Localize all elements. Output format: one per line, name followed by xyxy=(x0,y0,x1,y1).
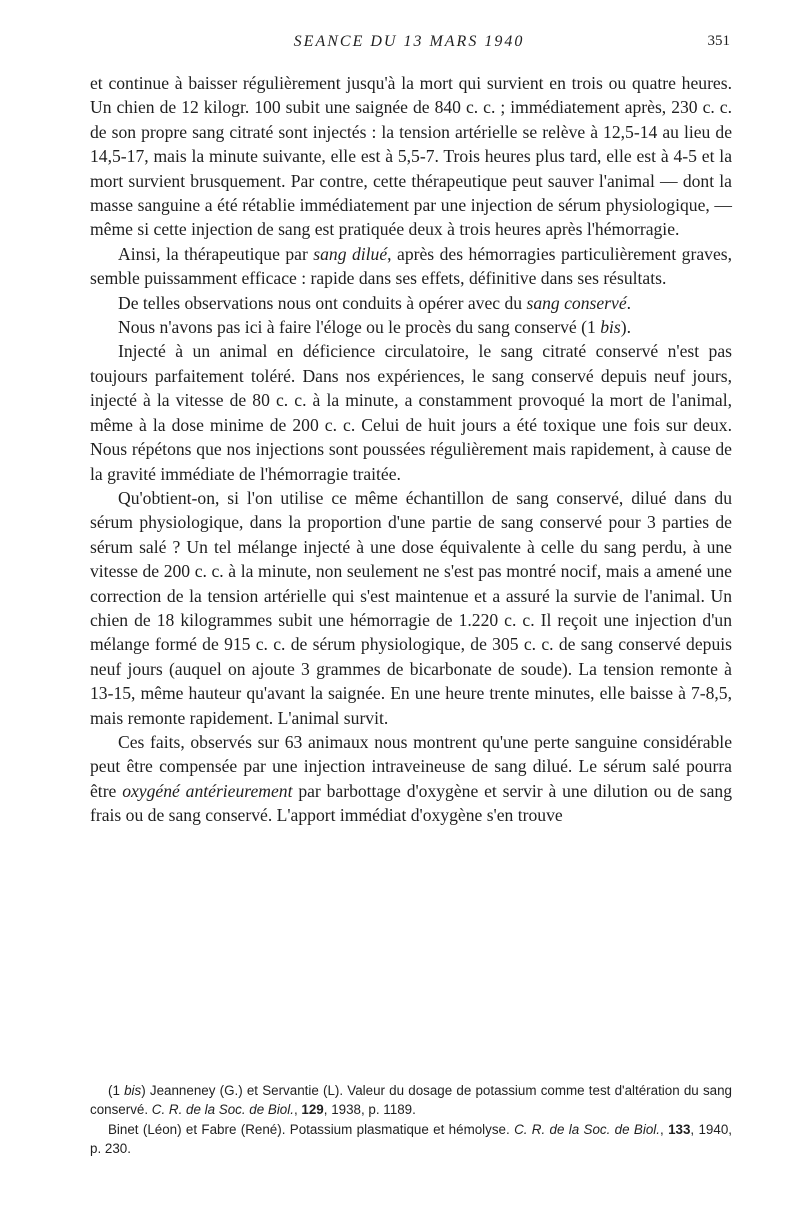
running-title: SEANCE DU 13 MARS 1940 xyxy=(293,33,525,50)
text-run: . xyxy=(626,292,632,313)
paragraph xyxy=(90,315,732,339)
footnotes xyxy=(90,1081,732,1159)
italic-text: C. R. de la Soc. de Biol. xyxy=(151,1102,294,1118)
text-run: , xyxy=(293,1102,302,1118)
italic-text: C. R. de la Soc. de Biol. xyxy=(514,1121,660,1137)
text-run: Ainsi, la thérapeutique par xyxy=(118,243,314,264)
italic-text: sang conservé xyxy=(526,292,627,313)
text-run: ) Jeanneney (G.) et Servantie (L). Valeur du dosage de potassium comme test d'altération du sang conservé. xyxy=(90,1083,732,1118)
text-run: De telles observations nous ont conduits à opérer avec du xyxy=(118,292,527,313)
italic-text: bis xyxy=(124,1083,142,1098)
paragraph xyxy=(90,339,732,485)
text-run: ). xyxy=(620,317,632,338)
paragraph xyxy=(90,486,732,730)
text-run: Nous n'avons pas ici à faire l'éloge ou le procès du sang conservé (1 xyxy=(118,317,601,338)
italic-text: sang dilué xyxy=(313,243,388,264)
text-run: , 1938, p. 1189. xyxy=(323,1102,416,1118)
italic-text: oxygéné antérieurement xyxy=(122,780,293,801)
text-run: (1 xyxy=(108,1083,125,1098)
text-run: Qu'obtient-on, si l'on utilise ce même échantillon de sang conservé, dilué dans du sérum physiologique, dans la proportion d'une partie de sang conservé pour 3 parties de sérum salé ? Un tel mélange injecté à une dose équivalente à celle du sang perdu, à une vitesse de 200 c. c. à la minute, non seulement ne s'est pas montré nocif, mais a amené une correction de la tension artérielle qui s'est maintenue et a assuré la survie de l'animal. Un chien de 18 kilogrammes subit une hémorragie de 1.220 c. c. Il reçoit une injection d'un mélange formé de 915 c. c. de sérum physiologique, de 305 c. c. de sang conservé depuis neuf jours (auquel on ajoute 3 grammes de bicarbonate de soude). La tension remonte à 13-15, même hauteur qu'avant la saignée. En une heure trente minutes, elle baisse à 7-8,5, mais remonte rapidement. L'animal survit. xyxy=(90,487,732,728)
paragraph xyxy=(90,291,732,315)
text-run: Injecté à un animal en déficience circulatoire, le sang citraté conservé n'est pas toujours parfaitement toléré. Dans nos expériences, le sang conservé depuis neuf jours, injecté à la vitesse de 80 c. c. à la minute, a constamment provoqué la mort de l'animal, même à la dose minime de 200 c. c. Celui de huit jours a été toxique une fois sur deux. Nous répétons que nos injections sont poussées régulièrement mais rapidement, à cause de la gravité immédiate de l'hémorragie traitée. xyxy=(90,341,732,484)
footnote xyxy=(90,1120,732,1159)
italic-text: bis xyxy=(600,317,621,338)
page-number: 351 xyxy=(707,33,730,49)
body-text xyxy=(90,71,732,828)
text-run: par barbottage d'oxygène et servir à une dilution ou de sang frais ou de sang conservé. L'apport immédiat d'oxygène s'en trouve xyxy=(90,780,733,826)
page-header xyxy=(88,33,730,57)
text-run: et continue à baisser régulièrement jusqu'à la mort qui survient en trois ou quatre heures. Un chien de 12 kilogr. 100 subit une saignée de 840 c. c. ; immédiatement après, 230 c. c. de son propre sang citraté sont injectés : la tension artérielle se relève à 12,5-14 au lieu de 14,5-17, mais la minute suivante, elle est à 5,5-7. Trois heures plus tard, elle est à 4-5 et la mort survient brusquement. Par contre, cette thérapeutique peut sauver l'animal — dont la masse sanguine a été rétablie immédiatement par une injection de sérum physiologique, — même si cette injection de sang est pratiquée deux à trois heures après l'hémorragie. xyxy=(90,73,732,240)
text-run: , après des hémorragies particulièrement graves, semble puissamment efficace : rapide dans ses effets, définitive dans ses résultats. xyxy=(90,243,732,289)
bold-text: 129 xyxy=(301,1102,324,1118)
text-run: Ces faits, observés sur 63 animaux nous montrent qu'une perte sanguine considérable peut être compensée par une injection intraveineuse de sang dilué. Le sérum salé pourra être xyxy=(90,731,732,801)
footnote xyxy=(90,1081,732,1120)
text-run: , xyxy=(659,1121,669,1137)
paragraph xyxy=(90,730,732,828)
bold-text: 133 xyxy=(668,1121,691,1137)
text-run: Binet (Léon) et Fabre (René). Potassium plasmatique et hémolyse. xyxy=(108,1121,515,1137)
text-run: , 1940, p. 230. xyxy=(90,1121,732,1157)
paragraph xyxy=(90,71,732,242)
paragraph xyxy=(90,242,732,291)
